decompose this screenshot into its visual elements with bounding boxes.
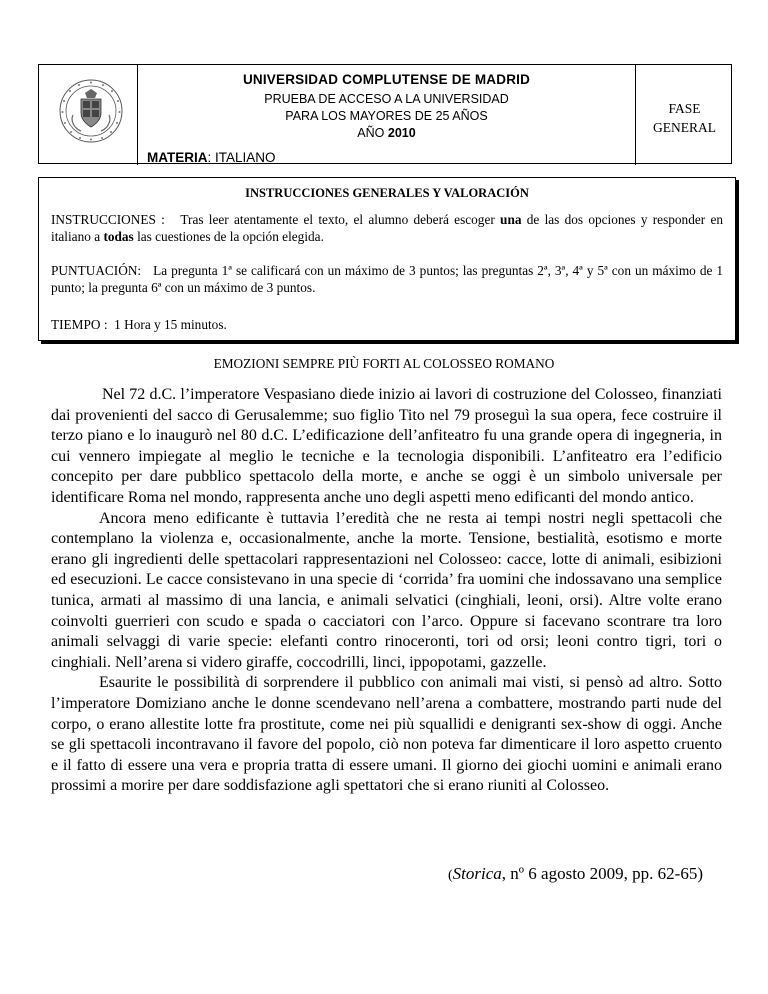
time-paragraph (51, 316, 723, 333)
instructions-paragraph (51, 211, 723, 245)
exam-year (138, 125, 635, 142)
article-paragraph: Ancora meno edificante è tuttavia l’eredità che ne resta ai tempi nostri negli spettacoli che contemplano la violenza e, occasionalmente, anche la morte. Tensione, bestialità, esotismo e morte erano gli ingredienti delle spettacolari rappresentazioni nel Colosseo: cacce, lotte di animali, esibizioni ed esecuzioni. Le cacce consistevano in una specie di ‘corrida’ fra uomini che indossavano una semplice tunica, armati al massimo di una lancia, e animali selvatici (cinghiali, leoni, orsi). Altre volte erano coinvolti guerrieri con scudo e spada o cacciatori con l’arco. Oppure si facevano scontrare tra loro animali selvaggi di varie specie: elefanti contro rinoceronti, tori od orsi; leoni contro tigri, tori o cinghiali. Nell’arena si videro giraffe, coccodrilli, linci, ippopotami, gazzelle. (51, 509, 722, 671)
time-label: TIEMPO : (51, 317, 108, 332)
instructions-box (38, 177, 736, 341)
exam-line-2: PARA LOS MAYORES DE 25 AÑOS (285, 109, 488, 123)
header-center (138, 65, 635, 142)
year-label: AÑO (357, 126, 385, 140)
subject-label: MATERIA (147, 150, 208, 165)
article-source (448, 864, 703, 884)
instructions-label: INSTRUCCIONES : (51, 212, 165, 227)
score-text: La pregunta 1ª se calificará con un máximo de 3 puntos; las preguntas 2ª, 3ª, 4ª y 5ª con un máximo de 1 punto; la pregunta 6ª con un máximo de 3 puntos. (51, 263, 724, 295)
subject-value: ITALIANO (215, 150, 276, 165)
phase-line-1: FASE (668, 101, 701, 116)
source-title: Storica (452, 864, 502, 883)
instructions-title: INSTRUCCIONES GENERALES Y VALORACIÓN (245, 186, 529, 200)
instructions-text-c: las cuestiones de la opción elegida. (137, 229, 324, 244)
phase-label (636, 99, 733, 137)
source-open-paren: ( (447, 868, 453, 883)
article-body (51, 385, 722, 797)
source-details: , nº 6 agosto 2009, pp. 62-65) (501, 864, 703, 883)
phase-line-2: GENERAL (653, 120, 716, 135)
article-title: EMOZIONI SEMPRE PIÙ FORTI AL COLOSSEO ROMANO (213, 356, 555, 371)
instructions-text-a: Tras leer atentamente el texto, el alumno deberá escoger (180, 212, 495, 227)
university-crest-icon (59, 79, 123, 143)
article-paragraph: Nel 72 d.C. l’imperatore Vespasiano diede inizio ai lavori di costruzione del Colosseo, finanziati dai provenienti del sacco di Gerusalemme; suo figlio Tito nel 79 proseguì la sua opera, fece costruire il terzo piano e lo inaugurò nel 80 d.C. L’edificazione dell’anfiteatro fu una grande opera di ingegneria, in cui vennero impiegate al meglio le tecniche e la tecnologia disponibili. L’anfiteatro era l’edificio concepito per dare pubblico spettacolo della morte, e anche se oggi è un simbolo universale per identificare Roma nel mondo, rappresenta anche uno degli aspetti meno edificanti del mondo antico. (51, 386, 722, 506)
subject-line: MATERIA: ITALIANO (147, 150, 276, 165)
score-label: PUNTUACIÓN: (51, 263, 142, 278)
instructions-bold-una: una (500, 212, 522, 227)
score-paragraph (51, 262, 723, 296)
year-value: 2010 (387, 126, 416, 140)
exam-line-1: PRUEBA DE ACCESO A LA UNIVERSIDAD (264, 92, 509, 106)
instructions-text-b: de las dos opciones y responder en italiano a (51, 212, 723, 244)
instructions-bold-todas: todas (103, 229, 134, 244)
university-name: UNIVERSIDAD COMPLUTENSE DE MADRID (242, 72, 531, 87)
time-text: 1 Hora y 15 minutos. (114, 317, 227, 332)
exam-header (38, 64, 732, 164)
article-paragraph: Esaurite le possibilità di sorprendere il pubblico con animali mai visti, si pensò ad altro. Sotto l’imperatore Domiziano anche le donne scendevano nell’arena a combattere, mostrando parti nude del corpo, o erano allestite lotte fra prostitute, come nei più squallidi e denigranti sex-show di oggi. Anche se gli spettacoli incontravano il favore del popolo, ciò non poteva far dimenticare il loro aspetto cruento e il fatto di essere una vera e propria tratta di essere umani. Il giorno dei giochi uomini e animali erano prossimi a morire per dare soddisfazione agli spettatori che si erano riuniti al Colosseo. (51, 674, 722, 795)
